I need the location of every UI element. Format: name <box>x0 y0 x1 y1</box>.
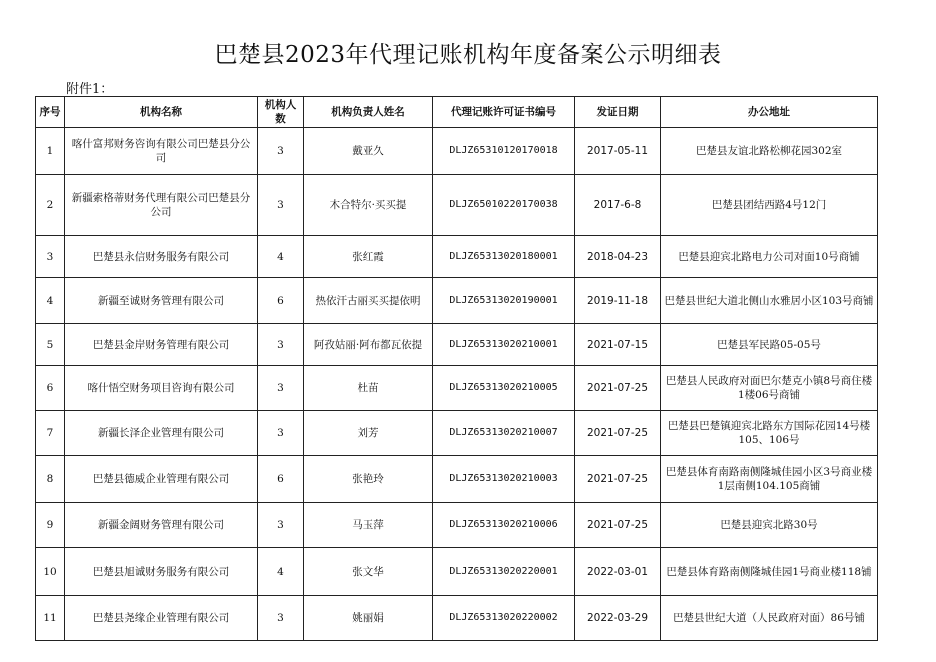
org-name: 巴楚县金岸财务管理有限公司 <box>65 324 258 366</box>
office-address: 巴楚县军民路05-05号 <box>661 324 878 366</box>
table-row <box>36 596 878 641</box>
table-row <box>36 366 878 411</box>
table-header-row <box>36 97 878 128</box>
office-address: 巴楚县世纪大道（人民政府对面）86号铺 <box>661 596 878 641</box>
org-name: 巴楚县永信财务服务有限公司 <box>65 236 258 278</box>
office-address: 巴楚县人民政府对面巴尔楚克小镇8号商住楼1楼06号商铺 <box>661 366 878 411</box>
row-index: 2 <box>36 175 65 236</box>
issue-date: 2021-07-25 <box>575 411 661 456</box>
row-index: 5 <box>36 324 65 366</box>
issue-date: 2021-07-15 <box>575 324 661 366</box>
row-index: 10 <box>36 548 65 596</box>
issue-date: 2021-07-25 <box>575 366 661 411</box>
org-name: 新疆索格蒂财务代理有限公司巴楚县分公司 <box>65 175 258 236</box>
row-index: 8 <box>36 456 65 503</box>
manager-name: 杜苗 <box>304 366 433 411</box>
org-name: 巴楚县德威企业管理有限公司 <box>65 456 258 503</box>
office-address: 巴楚县迎宾北路电力公司对面10号商铺 <box>661 236 878 278</box>
manager-name: 马玉萍 <box>304 503 433 548</box>
row-index: 11 <box>36 596 65 641</box>
table-row <box>36 236 878 278</box>
manager-name: 姚丽娟 <box>304 596 433 641</box>
table-row <box>36 128 878 175</box>
manager-name: 热依汗古丽买买提依明 <box>304 278 433 324</box>
office-address: 巴楚县巴楚镇迎宾北路东方国际花园14号楼105、106号 <box>661 411 878 456</box>
org-name: 巴楚县旭诚财务服务有限公司 <box>65 548 258 596</box>
org-name: 喀什富邦财务咨询有限公司巴楚县分公司 <box>65 128 258 175</box>
staff-count: 3 <box>258 366 304 411</box>
row-index: 3 <box>36 236 65 278</box>
license-number: DLJZ65313020190001 <box>433 278 575 324</box>
header-license-number: 代理记账许可证书编号 <box>433 97 575 128</box>
manager-name: 张红霞 <box>304 236 433 278</box>
staff-count: 6 <box>258 278 304 324</box>
org-name: 巴楚县尧缘企业管理有限公司 <box>65 596 258 641</box>
issue-date: 2021-07-25 <box>575 503 661 548</box>
org-name: 新疆至诚财务管理有限公司 <box>65 278 258 324</box>
header-manager-name: 机构负责人姓名 <box>304 97 433 128</box>
staff-count: 6 <box>258 456 304 503</box>
table-row <box>36 503 878 548</box>
license-number: DLJZ65313020220001 <box>433 548 575 596</box>
manager-name: 张文华 <box>304 548 433 596</box>
license-number: DLJZ65010220170038 <box>433 175 575 236</box>
staff-count: 3 <box>258 175 304 236</box>
table-row <box>36 548 878 596</box>
issue-date: 2017-6-8 <box>575 175 661 236</box>
table-row <box>36 175 878 236</box>
manager-name: 张艳玲 <box>304 456 433 503</box>
staff-count: 3 <box>258 411 304 456</box>
office-address: 巴楚县体育南路南侧隆城佳园小区3号商业楼1层南侧104.105商铺 <box>661 456 878 503</box>
issue-date: 2019-11-18 <box>575 278 661 324</box>
header-org-name: 机构名称 <box>65 97 258 128</box>
row-index: 7 <box>36 411 65 456</box>
filing-table <box>35 96 878 641</box>
license-number: DLJZ65313020210006 <box>433 503 575 548</box>
row-index: 1 <box>36 128 65 175</box>
license-number: DLJZ65313020210001 <box>433 324 575 366</box>
license-number: DLJZ65313020180001 <box>433 236 575 278</box>
table-row <box>36 324 878 366</box>
issue-date: 2022-03-29 <box>575 596 661 641</box>
manager-name: 阿孜姑丽·阿布都瓦依提 <box>304 324 433 366</box>
table-row <box>36 411 878 456</box>
row-index: 4 <box>36 278 65 324</box>
staff-count: 4 <box>258 548 304 596</box>
table-row <box>36 278 878 324</box>
license-number: DLJZ65313020210005 <box>433 366 575 411</box>
office-address: 巴楚县友谊北路松柳花园302室 <box>661 128 878 175</box>
staff-count: 3 <box>258 324 304 366</box>
manager-name: 刘芳 <box>304 411 433 456</box>
staff-count: 3 <box>258 596 304 641</box>
org-name: 新疆金阔财务管理有限公司 <box>65 503 258 548</box>
document-title: 巴楚县2023年代理记账机构年度备案公示明细表 <box>214 42 722 68</box>
office-address: 巴楚县体育路南侧隆城佳园1号商业楼118铺 <box>661 548 878 596</box>
header-staff-count: 机构人数 <box>258 97 304 128</box>
staff-count: 3 <box>258 128 304 175</box>
office-address: 巴楚县团结西路4号12门 <box>661 175 878 236</box>
office-address: 巴楚县世纪大道北侧山水雅居小区103号商铺 <box>661 278 878 324</box>
org-name: 喀什悟空财务项目咨询有限公司 <box>65 366 258 411</box>
table-row <box>36 456 878 503</box>
row-index: 9 <box>36 503 65 548</box>
manager-name: 木合特尔·买买提 <box>304 175 433 236</box>
license-number: DLJZ65313020220002 <box>433 596 575 641</box>
office-address: 巴楚县迎宾北路30号 <box>661 503 878 548</box>
issue-date: 2021-07-25 <box>575 456 661 503</box>
license-number: DLJZ65313020210007 <box>433 411 575 456</box>
header-index: 序号 <box>36 97 65 128</box>
manager-name: 戴亚久 <box>304 128 433 175</box>
org-name: 新疆长泽企业管理有限公司 <box>65 411 258 456</box>
issue-date: 2022-03-01 <box>575 548 661 596</box>
license-number: DLJZ65310120170018 <box>433 128 575 175</box>
header-office-address: 办公地址 <box>661 97 878 128</box>
issue-date: 2018-04-23 <box>575 236 661 278</box>
issue-date: 2017-05-11 <box>575 128 661 175</box>
license-number: DLJZ65313020210003 <box>433 456 575 503</box>
staff-count: 3 <box>258 503 304 548</box>
attachment-label: 附件1： <box>66 82 114 97</box>
header-issue-date: 发证日期 <box>575 97 661 128</box>
staff-count: 4 <box>258 236 304 278</box>
row-index: 6 <box>36 366 65 411</box>
